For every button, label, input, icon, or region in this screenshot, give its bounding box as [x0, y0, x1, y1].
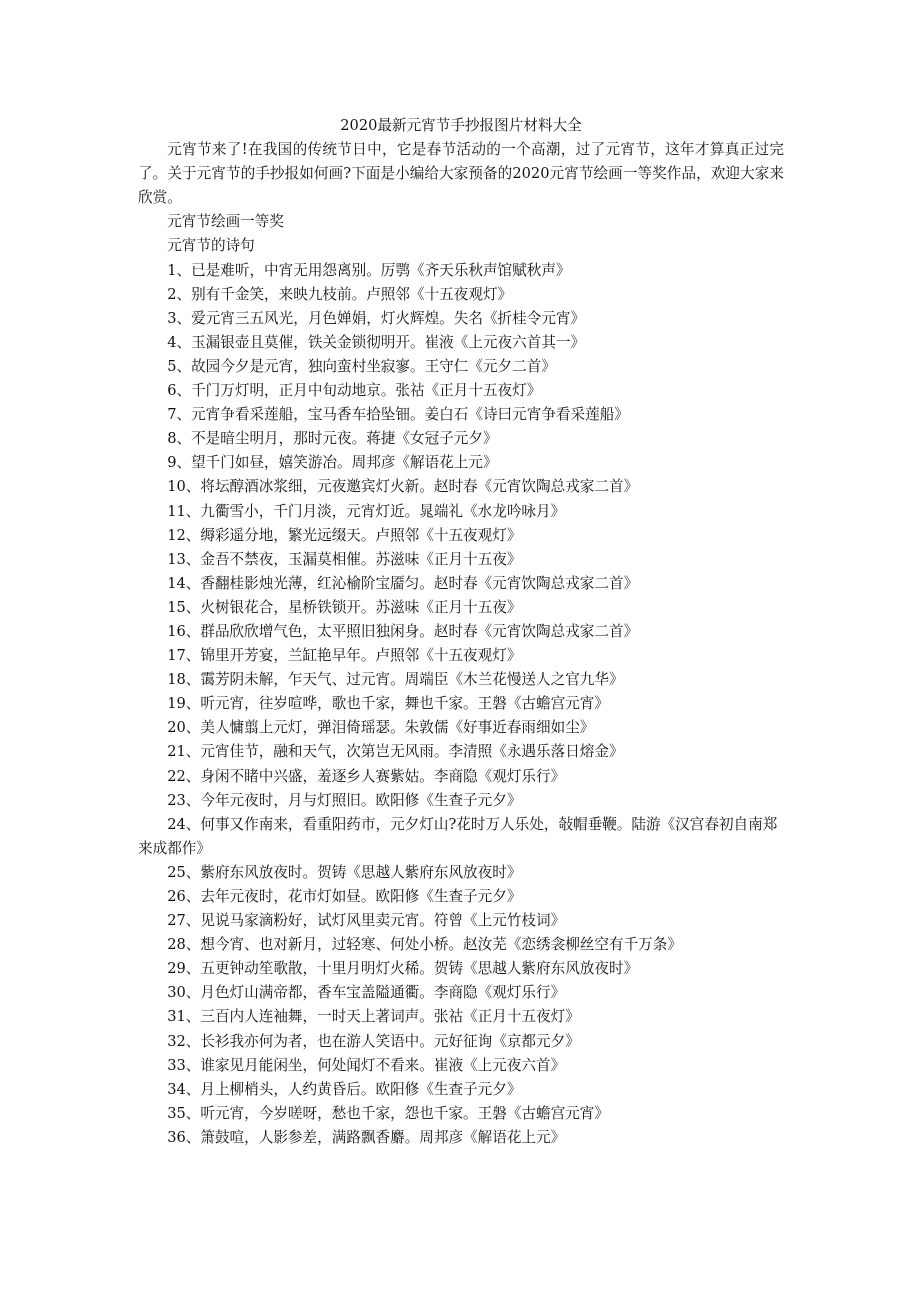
poem-line: 27、见说马家滴粉好，试灯风里卖元宵。符曾《上元竹枝词》 — [167, 912, 566, 930]
poem-line: 33、谁家见月能闲坐，何处闻灯不看来。崔液《上元夜六首》 — [167, 1056, 566, 1074]
poem-line: 1、已是难听，中宵无用怨离别。厉鹗《齐天乐秋声馆赋秋声》 — [167, 261, 571, 279]
poem-line: 7、元宵争看采莲船，宝马香车拾坠钿。姜白石《诗曰元宵争看采莲船》 — [167, 406, 629, 424]
poem-line: 30、月色灯山满帝都，香车宝盖隘通衢。李商隐《观灯乐行》 — [167, 984, 566, 1002]
poem-line: 6、千门万灯明，正月中旬动地京。张祜《正月十五夜灯》 — [167, 382, 542, 400]
poem-line: 36、箫鼓喧，人影参差，满路飘香麝。周邦彦《解语花上元》 — [167, 1128, 566, 1146]
poem-line: 3、爱元宵三五风光，月色婵娟，灯火辉煌。失名《折桂令元宵》 — [167, 309, 586, 327]
poem-line: 5、故园今夕是元宵，独向蛮村坐寂寥。王守仁《元夕二首》 — [167, 357, 556, 375]
poem-line: 23、今年元夜时，月与灯照旧。欧阳修《生查子元夕》 — [167, 791, 522, 809]
poem-line: 21、元宵佳节，融和天气，次第岂无风雨。李清照《永遇乐落日熔金》 — [167, 743, 624, 761]
poem-line: 29、五更钟动笙歌散，十里月明灯火稀。贺铸《思越人紫府东风放夜时》 — [167, 960, 639, 978]
poem-line: 4、玉漏银壶且莫催，铁关金锁彻明开。崔液《上元夜六首其一》 — [167, 333, 586, 351]
poem-line: 9、望千门如昼，嬉笑游冶。周邦彦《解语花上元》 — [167, 454, 498, 472]
poem-line: 34、月上柳梢头，人约黄昏后。欧阳修《生查子元夕》 — [167, 1080, 522, 1098]
document-page — [138, 114, 784, 1150]
section-heading-poems: 元宵节的诗句 — [167, 237, 255, 255]
document-title: 2020最新元宵节手抄报图片材料大全 — [340, 117, 582, 134]
poem-line: 14、香翻桂影烛光薄，红沁榆阶宝靥匀。赵时春《元宵饮陶总戎家二首》 — [167, 574, 639, 592]
poem-line: 24、何事又作南来，看重阳药市，元夕灯山?花时万人乐处，敧帽垂鞭。陆游《汉宫春初自南郑来成都作》 — [138, 815, 778, 857]
poem-line: 13、金吾不禁夜，玉漏莫相催。苏滋味《正月十五夜》 — [167, 550, 522, 568]
poem-line: 10、将坛醇酒冰浆细，元夜邀宾灯火新。赵时春《元宵饮陶总戎家二首》 — [167, 478, 639, 496]
poem-line: 28、想今宵、也对新月，过轻寒、何处小桥。赵汝芜《恋绣衾柳丝空有千万条》 — [167, 936, 682, 954]
poem-list — [138, 259, 784, 1150]
poem-line: 18、霭芳阴未解，乍天气、过元宵。周端臣《木兰花慢送人之官九华》 — [167, 671, 624, 689]
poem-line: 17、锦里开芳宴，兰缸艳早年。卢照邻《十五夜观灯》 — [167, 647, 522, 665]
poem-line: 15、火树银花合，星桥铁锁开。苏滋味《正月十五夜》 — [167, 598, 522, 616]
poem-line: 12、缛彩遥分地，繁光远缀天。卢照邻《十五夜观灯》 — [167, 526, 522, 544]
poem-line: 20、美人慵翦上元灯，弹泪倚瑶瑟。朱敦儒《好事近春雨细如尘》 — [167, 719, 595, 737]
poem-line: 2、别有千金笑，来映九枝前。卢照邻《十五夜观灯》 — [167, 285, 513, 303]
poem-line: 22、身闲不睹中兴盛，羞逐乡人赛紫姑。李商隐《观灯乐行》 — [167, 767, 566, 785]
poem-line: 31、三百内人连袖舞，一时天上著词声。张祜《正月十五夜灯》 — [167, 1008, 580, 1026]
intro-paragraph: 元宵节来了!在我国的传统节日中，它是春节活动的一个高潮，过了元宵节，这年才算真正过完了。关于元宵节的手抄报如何画?下面是小编给大家预备的2020元宵节绘画一等奖作品，欢迎大家来欣赏。 — [138, 141, 784, 207]
poem-line: 35、听元宵，今岁嗟呀，愁也千家，怨也千家。王磐《古蟾宫元宵》 — [167, 1104, 609, 1122]
poem-line: 8、不是暗尘明月，那时元夜。蒋捷《女冠子元夕》 — [167, 430, 498, 448]
poem-line: 11、九衢雪小，千门月淡，元宵灯近。晁端礼《水龙吟咏月》 — [167, 502, 566, 520]
poem-line: 25、紫府东风放夜时。贺铸《思越人紫府东风放夜时》 — [167, 863, 522, 881]
poem-line: 32、长衫我亦何为者，也在游人笑语中。元好征询《京都元夕》 — [167, 1032, 580, 1050]
poem-line: 26、去年元夜时，花市灯如昼。欧阳修《生查子元夕》 — [167, 888, 522, 905]
poem-line: 19、听元宵，往岁喧哗，歌也千家，舞也千家。王磐《古蟾宫元宵》 — [167, 695, 609, 713]
poem-line: 16、群品欣欣增气色，太平照旧独闲身。赵时春《元宵饮陶总戎家二首》 — [167, 622, 639, 640]
section-heading-painting: 元宵节绘画一等奖 — [167, 213, 284, 231]
